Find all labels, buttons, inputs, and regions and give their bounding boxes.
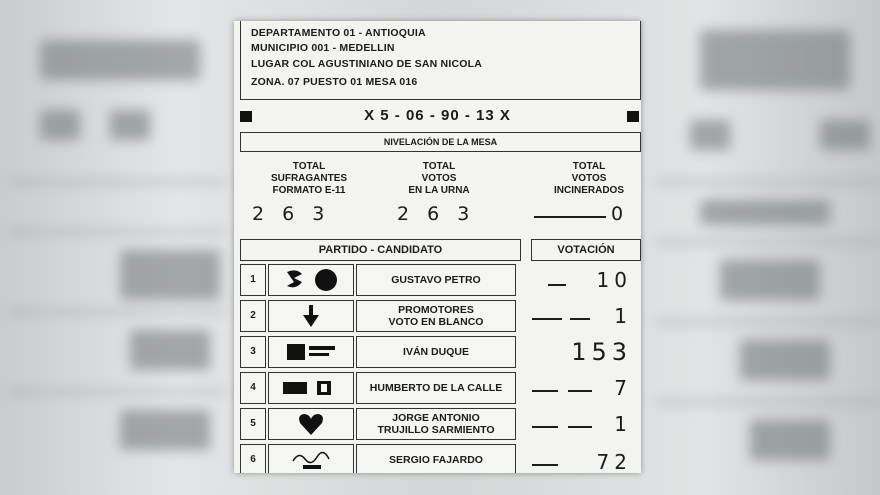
zona-line: ZONA. 07 PUESTO 01 MESA 016 xyxy=(251,76,418,88)
barcode-row xyxy=(234,107,641,127)
candidate-votes: 153 xyxy=(571,338,632,366)
candidate-name: SERGIO FAJARDO xyxy=(356,444,516,473)
party-logo xyxy=(268,372,354,404)
candidate-name: IVÁN DUQUE xyxy=(356,336,516,368)
candidate-votes: 1 xyxy=(614,304,632,328)
partido-candidato-header: PARTIDO - CANDIDATO xyxy=(240,239,521,261)
colombia-humana-logo-icon xyxy=(284,268,308,292)
candidate-name: HUMBERTO DE LA CALLE xyxy=(356,372,516,404)
candidate-votes: 10 xyxy=(596,268,632,292)
handwritten-dash xyxy=(532,464,558,466)
nivelacion-title: NIVELACIÓN DE LA MESA xyxy=(240,132,641,152)
candidate-row xyxy=(240,336,640,368)
candidate-row xyxy=(240,264,640,296)
signature-logo-icon xyxy=(289,447,333,473)
candidate-row xyxy=(240,408,640,440)
departamento-line: DEPARTAMENTO 01 - ANTIOQUIA xyxy=(251,27,426,39)
handwritten-dash xyxy=(532,318,562,320)
handwritten-dash xyxy=(532,390,558,392)
voto-en-blanco-logo-icon xyxy=(299,303,323,329)
candidate-row xyxy=(240,372,640,404)
total-sufragantes-value: 2 6 3 xyxy=(252,203,331,225)
lugar-line: LUGAR COL AGUSTINIANO DE SAN NICOLA xyxy=(251,58,483,70)
candidate-votes: 7 xyxy=(614,376,632,400)
candidate-name: GUSTAVO PETRO xyxy=(356,264,516,296)
registration-mark-right xyxy=(627,111,639,122)
handwritten-dash xyxy=(570,318,590,320)
party-logo xyxy=(268,264,354,296)
votacion-header: VOTACIÓN xyxy=(531,239,641,261)
handwritten-dash xyxy=(534,216,606,218)
candidate-votes: 1 xyxy=(614,412,632,436)
candidate-number: 2 xyxy=(240,300,266,332)
candidate-row xyxy=(240,444,640,473)
candidate-photo-icon xyxy=(314,268,338,292)
form-code: X 5 - 06 - 90 - 13 X xyxy=(364,107,511,124)
heart-logo-icon xyxy=(297,411,325,437)
candidate-votes: 72 xyxy=(596,450,632,473)
party-logo xyxy=(268,300,354,332)
header-box xyxy=(240,21,641,100)
candidate-number: 4 xyxy=(240,372,266,404)
party-logo xyxy=(268,444,354,473)
total-urna-value: 2 6 3 xyxy=(397,203,476,225)
partido-liberal-logo-icon xyxy=(281,378,341,398)
party-logo xyxy=(268,336,354,368)
total-urna-header: TOTAL VOTOS EN LA URNA xyxy=(408,161,470,196)
centro-democratico-logo-icon xyxy=(285,340,337,364)
candidate-number: 5 xyxy=(240,408,266,440)
e14-form xyxy=(234,21,641,473)
handwritten-dash xyxy=(568,390,592,392)
total-sufragantes-header: TOTAL SUFRAGANTES FORMATO E-11 xyxy=(270,161,348,196)
candidate-number: 1 xyxy=(240,264,266,296)
candidate-name: PROMOTORES VOTO EN BLANCO xyxy=(356,300,516,332)
candidate-name: JORGE ANTONIO TRUJILLO SARMIENTO xyxy=(356,408,516,440)
handwritten-dash xyxy=(548,284,566,286)
candidate-row xyxy=(240,300,640,332)
handwritten-dash xyxy=(532,426,558,428)
handwritten-dash xyxy=(568,426,592,428)
total-incinerados-header: TOTAL VOTOS INCINERADOS xyxy=(553,161,624,196)
candidate-number: 3 xyxy=(240,336,266,368)
total-incinerados-value: 0 xyxy=(611,203,630,225)
municipio-line: MUNICIPIO 001 - MEDELLIN xyxy=(251,42,395,54)
party-logo xyxy=(268,408,354,440)
candidate-number: 6 xyxy=(240,444,266,473)
